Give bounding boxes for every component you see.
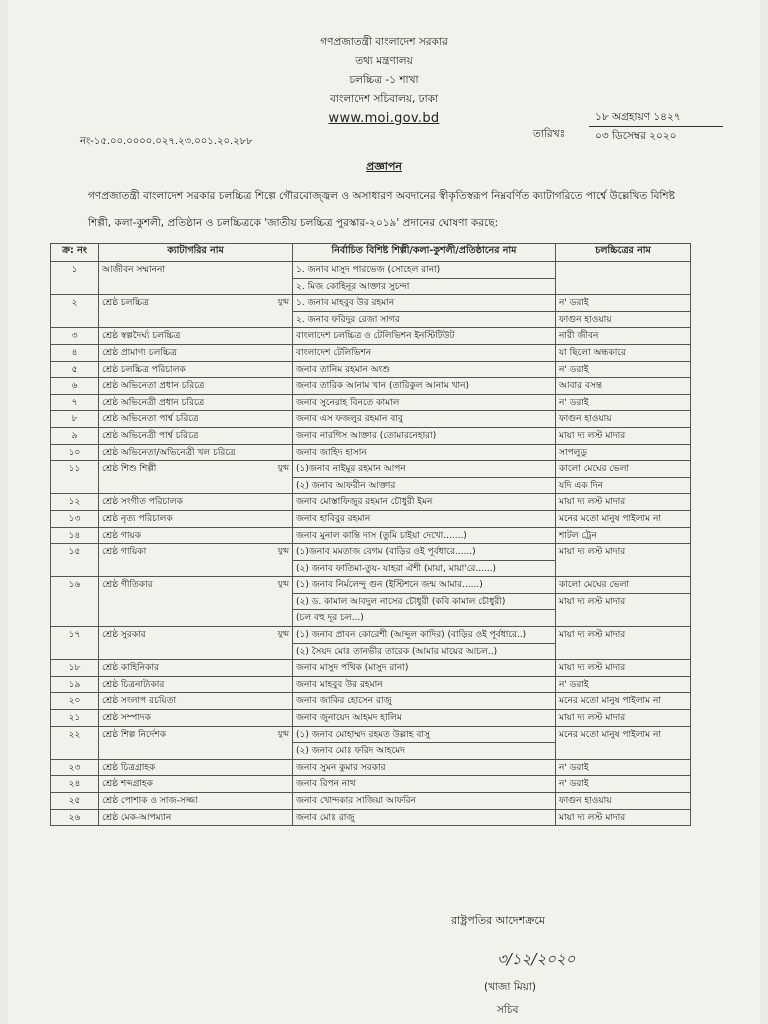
film-cell: মায়া দ্য লস্ট মাদার	[556, 710, 691, 727]
signature-date: ৩/১২/২০২০	[497, 950, 576, 968]
signer-name: (খাজা মিয়া)	[484, 981, 536, 993]
winner-cell: (১)জনাব মমতাজ বেগম (বাড়ির ওই পূর্বধারে......)	[293, 544, 556, 561]
serial-cell: ১৬	[51, 577, 99, 627]
category-cell	[99, 660, 293, 677]
winner-cell: জনাব খোন্দকার সাজিয়া আফরিন	[293, 793, 556, 810]
winner-cell: জনাব মোস্তাফিজুর রহমান চৌধুরী ইমন	[293, 494, 556, 511]
table-row	[51, 394, 691, 411]
category-label: শ্রেষ্ঠ সম্পাদক	[102, 713, 151, 724]
category-cell	[99, 809, 293, 826]
table-row	[51, 544, 691, 561]
winner-cell: বাংলাদেশ টেলিভিশন	[293, 344, 556, 361]
table-row	[51, 776, 691, 793]
date-label: তারিখঃ	[533, 128, 566, 140]
notice-title: প্রজ্ঞাপন	[366, 160, 402, 173]
category-label: শ্রেষ্ঠ চিত্রগ্রাহক	[102, 762, 156, 773]
reference-number: নং-১৫.০০.০০০০.০২৭.২৩.০০১.২০.২৮৮	[80, 136, 253, 147]
table-row	[51, 262, 691, 279]
winner-cell: জনাব সুমন কুমার সরকার	[293, 759, 556, 776]
category-label: শ্রেষ্ঠ শব্দগ্রাহক	[102, 779, 153, 790]
serial-cell: ৪	[51, 344, 99, 361]
category-label: শ্রেষ্ঠ প্রামাণ্য চলচ্চিত্র	[102, 347, 177, 358]
film-cell: মায়া দ্য লস্ট মাদার	[556, 627, 691, 660]
serial-cell: ২৬	[51, 809, 99, 826]
winner-cell: (২) জনাব মোঃ ফরিদ আহমেদ	[293, 743, 556, 760]
category-label: শ্রেষ্ঠ শিশু শিল্পী	[102, 464, 157, 475]
film-cell: মায়া দ্য লস্ট মাদার	[556, 427, 691, 444]
winner-cell: (২) ড. কামাল আবদুল নাসের চৌধুরী (কবি কামাল চৌধুরী)	[293, 593, 556, 610]
winner-cell: জনাব তারিক আনাম খান (তারিকুল আনাম খান)	[293, 378, 556, 395]
winner-cell: (২) সৈয়দ মোঃ তানভীর তারেক (আমার মায়ের আচল..)	[293, 643, 556, 660]
serial-cell: ১১	[51, 461, 99, 494]
serial-cell: ২৪	[51, 776, 99, 793]
table-row	[51, 461, 691, 478]
signer-designation: সচিব	[497, 1004, 519, 1016]
serial-cell: ২৩	[51, 759, 99, 776]
table-row	[51, 344, 691, 361]
category-label: শ্রেষ্ঠ চলচ্চিত্র	[102, 298, 149, 309]
table-header-row	[51, 244, 691, 262]
joint-award-label: যুগ্ম	[277, 629, 289, 639]
section-name: চলচ্চিত্র -১ শাখা	[349, 74, 419, 86]
film-cell: ন' ডরাই	[556, 676, 691, 693]
film-cell: মনের মতো মানুষ পাইলাম না	[556, 510, 691, 527]
category-cell	[99, 494, 293, 511]
category-cell	[99, 693, 293, 710]
film-cell: মায়া দ্য লস্ট মাদার	[556, 660, 691, 677]
joint-award-label: যুগ্ম	[277, 297, 289, 307]
category-cell	[99, 328, 293, 345]
category-cell	[99, 361, 293, 378]
category-cell	[99, 510, 293, 527]
header-serial: ক্র: নং	[51, 244, 99, 262]
header-winner: নির্বাচিত বিশিষ্ট শিল্পী/কলা-কুশলী/প্রতিষ্ঠানের নাম	[293, 244, 556, 262]
table-row	[51, 726, 691, 743]
table-row	[51, 793, 691, 810]
category-label: শ্রেষ্ঠ গায়িকা	[102, 547, 147, 558]
category-cell	[99, 427, 293, 444]
category-cell	[99, 676, 293, 693]
date-divider	[589, 126, 723, 127]
category-cell	[99, 527, 293, 544]
serial-cell: ১৪	[51, 527, 99, 544]
table-row	[51, 660, 691, 677]
winner-cell: (১)জনাব নাইমুর রহমান আপন	[293, 461, 556, 478]
category-label: শ্রেষ্ঠ গীতিকার	[102, 580, 153, 591]
serial-cell: ৭	[51, 394, 99, 411]
winner-cell: জনাব মাসুদ পথিক (মাসুদ রানা)	[293, 660, 556, 677]
serial-cell: ২২	[51, 726, 99, 759]
header-film: চলচ্চিত্রের নাম	[556, 244, 691, 262]
category-label: আজীবন সম্মাননা	[102, 265, 165, 275]
winner-cell: জনাব জাহিদ হাসান	[293, 444, 556, 461]
serial-cell: ১৮	[51, 660, 99, 677]
serial-cell: ১৭	[51, 627, 99, 660]
table-row	[51, 693, 691, 710]
table-row	[51, 676, 691, 693]
serial-cell: ৮	[51, 411, 99, 428]
ministry-name: তথ্য মন্ত্রণালয়	[355, 55, 413, 67]
film-cell: ন' ডরাই	[556, 776, 691, 793]
film-cell: কালো মেঘের ভেলা	[556, 577, 691, 594]
category-cell	[99, 344, 293, 361]
winner-cell: জনাব রিপন নাথ	[293, 776, 556, 793]
joint-award-label: যুগ্ম	[277, 728, 289, 738]
category-cell	[99, 411, 293, 428]
date-gregorian: ০৩ ডিসেম্বর ২০২০	[595, 130, 677, 142]
table-row	[51, 295, 691, 312]
category-cell	[99, 295, 293, 328]
serial-cell: ৫	[51, 361, 99, 378]
table-row	[51, 427, 691, 444]
award-table	[50, 243, 691, 826]
film-cell: সাপলুডু	[556, 444, 691, 461]
table-row	[51, 527, 691, 544]
table-row	[51, 627, 691, 644]
film-cell: ফাগুন হাওয়ায়	[556, 311, 691, 328]
category-label: শ্রেষ্ঠ সংলাপ রচয়িতা	[102, 696, 177, 707]
category-cell	[99, 577, 293, 627]
film-cell: মনের মতো মানুষ পাইলাম না	[556, 693, 691, 710]
winner-cell: (১) জনাব নির্মলেন্দু গুন (ইস্টিশনে জন্ম আমার......)	[293, 577, 556, 594]
winner-cell: জনাব সুনেরাহ বিনতে কামাল	[293, 394, 556, 411]
table-row	[51, 378, 691, 395]
serial-cell: ২১	[51, 710, 99, 727]
date-bangla: ১৮ অগ্রহায়ণ ১৪২৭	[595, 111, 681, 123]
secretariat-address: বাংলাদেশ সচিবালয়, ঢাকা	[329, 93, 439, 105]
winner-cell: (১) জনাব মোহাম্মদ রহমত উল্লাহ বাসু	[293, 726, 556, 743]
table-row	[51, 577, 691, 594]
table-row	[51, 510, 691, 527]
table-row	[51, 411, 691, 428]
film-cell: মায়া দ্য লস্ট মাদার	[556, 809, 691, 826]
category-cell	[99, 444, 293, 461]
category-label: শ্রেষ্ঠ শিল্প নির্দেশক	[102, 729, 167, 740]
film-cell: শাটল ট্রেন	[556, 527, 691, 544]
category-label: শ্রেষ্ঠ মেক-আপম্যান	[102, 812, 172, 823]
serial-cell: ১৫	[51, 544, 99, 577]
category-label: শ্রেষ্ঠ চলচ্চিত্র পরিচালক	[102, 364, 186, 375]
film-cell: যদি এক দিন	[556, 477, 691, 494]
winner-cell: (চল বহু দূর চল...)	[293, 610, 556, 627]
winner-cell: জনাব তানিম রহমান অংশু	[293, 361, 556, 378]
category-cell	[99, 776, 293, 793]
film-cell: মনের মতো মানুষ পাইলাম না	[556, 726, 691, 759]
joint-award-label: যুগ্ম	[277, 463, 289, 473]
joint-award-label: যুগ্ম	[277, 579, 289, 589]
category-label: শ্রেষ্ঠ অভিনেতা পার্শ্ব চরিত্রে	[102, 414, 199, 425]
film-cell: ফাগুন হাওয়ায়	[556, 411, 691, 428]
govt-name: গণপ্রজাতন্ত্রী বাংলাদেশ সরকার	[320, 36, 448, 48]
film-cell	[556, 262, 691, 295]
winner-cell: (২) জনাব ফাতিমা-তুয- যাহরা ঐশী (মায়া, মায়া'রে......)	[293, 560, 556, 577]
winner-cell: ১. জনাব মাসুদ পারভেজ (সোহেল রানা)	[293, 262, 556, 279]
header-category: ক্যাটাগরির নাম	[99, 244, 293, 262]
film-cell: কালো মেঘের ভেলা	[556, 461, 691, 478]
table-row	[51, 759, 691, 776]
category-cell	[99, 759, 293, 776]
category-cell	[99, 710, 293, 727]
category-label: শ্রেষ্ঠ অভিনেতা/অভিনেত্রী খল চরিত্রে	[102, 447, 236, 458]
serial-cell: ৬	[51, 378, 99, 395]
serial-cell: ৩	[51, 328, 99, 345]
film-cell: নারী জীবন	[556, 328, 691, 345]
joint-award-label: যুগ্ম	[277, 546, 289, 556]
serial-cell: ২৫	[51, 793, 99, 810]
film-cell: ন' ডরাই	[556, 759, 691, 776]
table-row	[51, 494, 691, 511]
film-cell: ন' ডরাই	[556, 361, 691, 378]
website-link[interactable]: www.moi.gov.bd	[328, 111, 440, 126]
serial-cell: ১২	[51, 494, 99, 511]
category-label: শ্রেষ্ঠ চিত্রনাট্যকার	[102, 679, 165, 690]
category-label: শ্রেষ্ঠ গায়ক	[102, 530, 142, 541]
category-label: শ্রেষ্ঠ সুরকার	[102, 630, 146, 641]
film-cell: মায়া দ্য লস্ট মাদার	[556, 544, 691, 577]
film-cell: আবার বসন্ত	[556, 378, 691, 395]
category-label: শ্রেষ্ঠ স্বল্পদৈর্ঘ্য চলচ্চিত্র	[102, 331, 181, 342]
film-cell: ন' ডরাই	[556, 295, 691, 312]
winner-cell: জনাব মোঃ রাজু	[293, 809, 556, 826]
film-cell: যা ছিলো অন্ধকারে	[556, 344, 691, 361]
category-cell	[99, 793, 293, 810]
winner-cell: ১. জনাব মাহবুব উর রহমান	[293, 295, 556, 312]
table-row	[51, 328, 691, 345]
category-label: শ্রেষ্ঠ পোশাক ও সাজ-সজ্জা	[102, 796, 198, 806]
order-line: রাষ্ট্রপতির আদেশক্রমে	[451, 914, 545, 927]
intro-paragraph: গণপ্রজাতন্ত্রী বাংলাদেশ সরকার চলচ্চিত্র শিল্পে গৌরবোজ্জ্বল ও অসাধারণ অবদানের স্বীকৃতিস্বরূপ নিম্নবর্ণিত ক্যাটাগরিতে পার্শ্বে উল্লেখিত বিশিষ্ট শিল্পী, কলা-কুশলী, প্রতিষ্ঠান ও চলচ্চিত্রকে 'জাতীয় চলচ্চিত্র পুরস্কার-২০১৯' প্রদানের ঘোষণা করছে:	[88, 190, 675, 229]
category-cell	[99, 627, 293, 660]
table-row	[51, 361, 691, 378]
film-cell: মায়া দ্য লস্ট মাদার	[556, 494, 691, 511]
winner-cell: জনাব মাহবুব উর রহমান	[293, 676, 556, 693]
category-label: শ্রেষ্ঠ সংগীত পরিচালক	[102, 497, 183, 508]
winner-cell: জনাব জাকির হোসেন রাজু	[293, 693, 556, 710]
table-row	[51, 809, 691, 826]
category-cell	[99, 394, 293, 411]
film-cell: ফাগুন হাওয়ায়	[556, 793, 691, 810]
winner-cell: ২. জনাব ফরিদুর রেজা সাগর	[293, 311, 556, 328]
winner-cell: জনাব নারগিস আক্তার (তোমারনেহারা)	[293, 427, 556, 444]
winner-cell: জনাব মুনাল কান্তি দাস (তুমি চাইয়া দেখো.......)	[293, 527, 556, 544]
serial-cell: ১০	[51, 444, 99, 461]
category-label: শ্রেষ্ঠ অভিনেত্রী প্রধান চরিত্রে	[102, 397, 205, 408]
winner-cell: (১) জনাব প্রাবন কোরেশী (আব্দুল কাদির) (বাড়ির ওই পূর্বধারে..)	[293, 627, 556, 644]
winner-cell: বাংলাদেশ চলচ্চিত্র ও টেলিভিশন ইনস্টিটিউট	[293, 328, 556, 345]
table-row	[51, 710, 691, 727]
award-table-body	[51, 262, 691, 826]
category-label: শ্রেষ্ঠ অভিনেত্রী পার্শ্ব চরিত্রে	[102, 430, 199, 441]
category-cell	[99, 544, 293, 577]
film-cell: ন' ডরাই	[556, 394, 691, 411]
serial-cell: ২	[51, 295, 99, 328]
serial-cell: ১৯	[51, 676, 99, 693]
winner-cell: ২. মিজ কোহিনূর আক্তার সুচন্দা	[293, 278, 556, 295]
winner-cell: জনাব জুনায়েদ আহমদ হালিম	[293, 710, 556, 727]
category-label: শ্রেষ্ঠ কাহিনিকার	[102, 663, 159, 674]
table-row	[51, 444, 691, 461]
serial-cell: ১	[51, 262, 99, 295]
category-label: শ্রেষ্ঠ অভিনেতা প্রধান চরিত্রে	[102, 381, 205, 392]
category-cell	[99, 726, 293, 759]
winner-cell: (২) জনাব আফরীন আক্তার	[293, 477, 556, 494]
serial-cell: ২০	[51, 693, 99, 710]
winner-cell: জনাব এস ফজলুর রহমান বাবু	[293, 411, 556, 428]
category-cell	[99, 461, 293, 494]
winner-cell: জনাব হাবিবুর রহমান	[293, 510, 556, 527]
category-cell	[99, 262, 293, 295]
serial-cell: ১৩	[51, 510, 99, 527]
film-cell: মায়া দ্য লস্ট মাদার	[556, 593, 691, 626]
category-cell	[99, 378, 293, 395]
category-label: শ্রেষ্ঠ নৃত্য পরিচালক	[102, 513, 173, 524]
serial-cell: ৯	[51, 427, 99, 444]
